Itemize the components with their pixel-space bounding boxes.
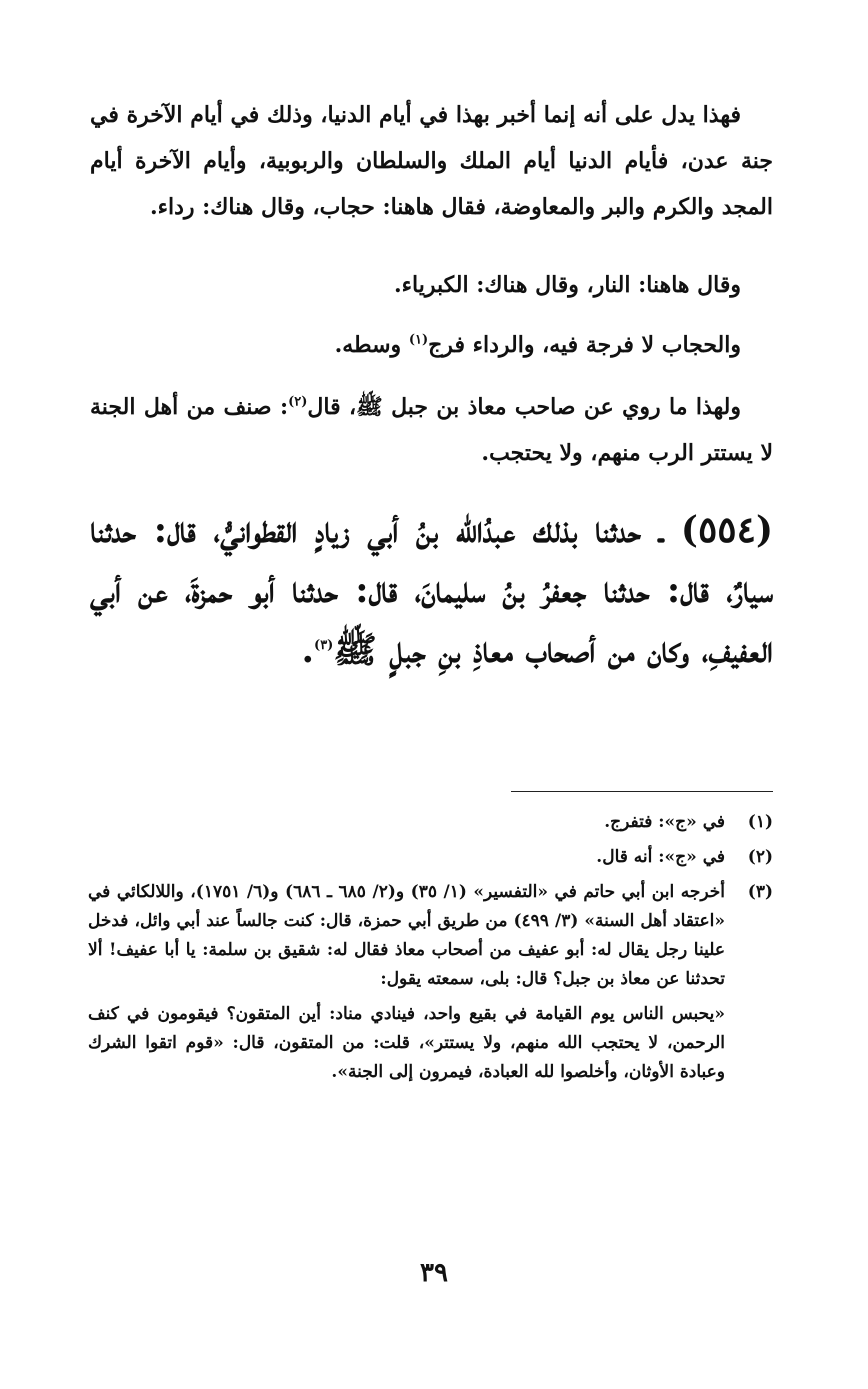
footnote-number: (٣) xyxy=(747,882,773,902)
footnote-1 xyxy=(88,808,773,837)
footnote-ref-2[interactable]: (٢) xyxy=(288,394,308,410)
footnote-quote: «يحبس الناس يوم القيامة في بقيع واحد، فينادي مناد: أين المتقون؟ فيقومون في كنف الرحمن، لا يحتجب الله منهم، ولا يستتر»، قلت: من المتقون، قال: «قوم اتقوا الشرك وعبادة الأوثان، وأخلصوا لله العبادة، فيمرون إلى الجنة». xyxy=(88,1004,725,1082)
paragraph-2-text: وقال هاهنا: النار، وقال هناك: الكبرياء. xyxy=(394,272,741,298)
hadith-end: . xyxy=(301,629,315,671)
footnote-number: (٢) xyxy=(747,847,773,867)
paragraph-4-text-a: ولهذا ما روي عن صاحب معاذ بن جبل ﷺ، قال xyxy=(307,394,741,420)
footnote-text: أخرجه ابن أبي حاتم في «التفسير» (١/ ٣٥) و(٢/ ٦٨٥ ـ ٦٨٦) و(٦/ ١٧٥١)، واللالكائي في «اعتقاد أهل السنة» (٣/ ٤٩٩) من طريق أبي حمزة، قال: كنت جالساً عند أبي وائل، فدخل علينا رجل يقال له: أبو عفيف من أصحاب معاذ فقال له: شقيق بن سلمة: يا أبا عفيف! ألا تحدثنا عن معاذ بن جبل؟ قال: بلى، سمعته يقول: xyxy=(88,882,725,989)
footnote-ref-3[interactable]: (٣) xyxy=(314,638,334,653)
paragraph-3-text-b: وسطه. xyxy=(334,332,409,358)
paragraph-1 xyxy=(90,92,773,230)
hadith-text: (٥٥٤) ـ حدثنا بذلك عبدُالله بنُ أبي زيادٍ القطوانيُّ، قال: حدثنا سيارٌ، قال: حدثنا جعفرُ بنُ سليمانَ، قال: حدثنا أبو حمزةَ، عن أبي العفيفِ، وكان من أصحاب معاذِ بنِ جبلٍ ﷺ xyxy=(90,509,773,671)
paragraph-4 xyxy=(90,384,773,476)
page-number: ٣٩ xyxy=(420,1258,448,1288)
paragraph-3 xyxy=(90,322,773,368)
hadith-block xyxy=(90,500,773,680)
footnote-number: (١) xyxy=(747,812,773,832)
footnote-3 xyxy=(88,878,773,994)
paragraph-1-text: فهذا يدل على أنه إنما أخبر بهذا في أيام الدنيا، وذلك في أيام الآخرة في جنة عدن، فأيام الدنيا أيام الملك والسلطان والربوبية، وأيام الآخرة أيام المجد والكرم والبر والمعاوضة، فقال هاهنا: حجاب، وقال هناك: رداء. xyxy=(90,102,773,220)
paragraph-4-text-b: : صنف من أهل الجنة لا يستتر الرب منهم، ولا يحتجب. xyxy=(90,394,773,466)
paragraph-3-text-a: والحجاب لا فرجة فيه، والرداء فرج xyxy=(428,332,741,358)
footnote-2 xyxy=(88,843,773,872)
footnotes xyxy=(88,808,773,1087)
footnote-divider xyxy=(511,791,773,792)
footnote-ref-1[interactable]: (١) xyxy=(408,332,429,348)
footnote-text: في «ج»: فتفرج. xyxy=(604,812,725,832)
paragraph-2 xyxy=(90,262,773,308)
footnote-text: في «ج»: أنه قال. xyxy=(596,847,725,867)
